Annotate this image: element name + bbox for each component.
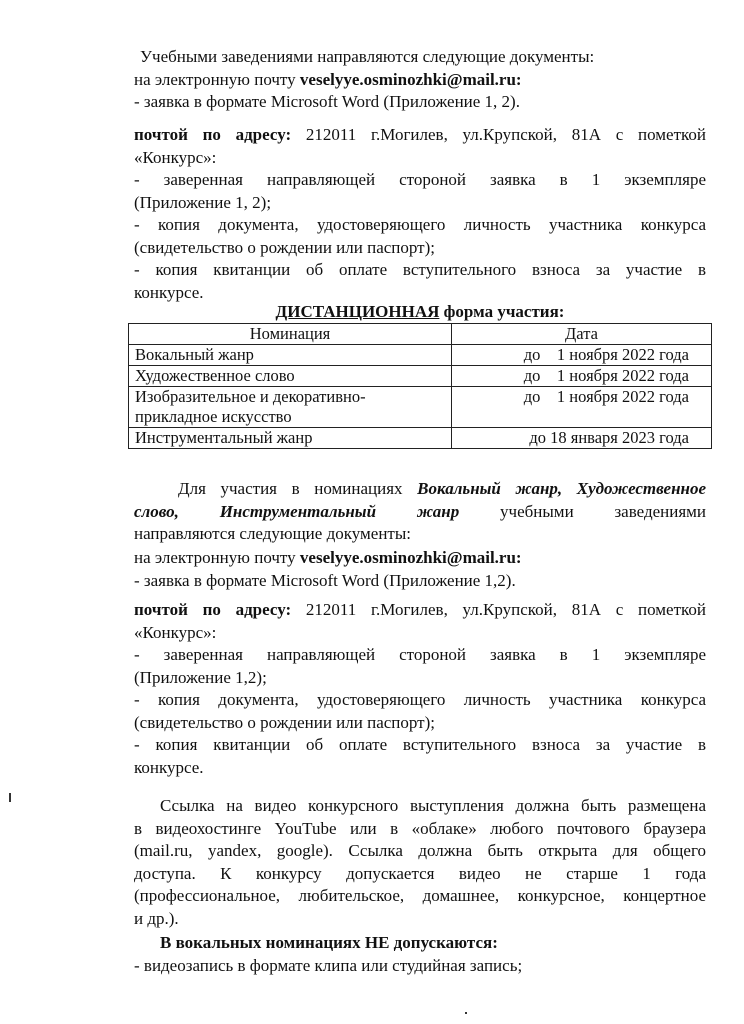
post-address-note: «Конкурс»: <box>134 147 217 167</box>
table-caption: ДИСТАНЦИОННАЯ форма участия: <box>275 302 565 321</box>
list-item-cont: конкурсе. <box>134 282 204 302</box>
cell-date: до 18 января 2023 года <box>452 428 712 449</box>
scan-mark <box>9 793 11 802</box>
email-address: veselyye.osminozhki@mail.ru: <box>299 548 522 567</box>
list-item: - видеозапись в формате клипа или студийная запись; <box>134 955 523 975</box>
section-2-post <box>134 599 706 779</box>
email-line: на электронную почту veselyye.osminozhki@mail.ru: <box>134 548 522 567</box>
list-item: - заверенная направляющей стороной заявка в 1 экземпляре <box>134 645 706 664</box>
cell-nomination: Вокальный жанр <box>129 345 452 366</box>
header-nomination: Номинация <box>129 324 452 345</box>
scan-mark <box>465 1012 467 1014</box>
section-2-email <box>134 547 706 592</box>
list-item: - копия документа, удостоверяющего личность участника конкурса <box>134 215 706 234</box>
cell-nomination: Изобразительное и декоративно- прикладное искусство <box>129 387 452 428</box>
post-label: почтой по адресу: <box>134 125 292 144</box>
cell-date: до 1 ноября 2022 года <box>452 366 712 387</box>
list-item-cont: конкурсе. <box>134 757 204 777</box>
intro-text: Учебными заведениями направляются следующие документы: <box>140 47 595 66</box>
list-item-cont: (Приложение 1, 2); <box>134 192 272 212</box>
section-heading: В вокальных номинациях НЕ допускаются: <box>160 933 498 952</box>
table-row <box>129 428 712 449</box>
list-item: - копия квитанции об оплате вступительного взноса за участие в <box>134 260 706 279</box>
list-item-cont: (свидетельство о рождении или паспорт); <box>134 712 435 732</box>
section-2-intro: Для участия в номинациях Вокальный жанр, Художественное слово, Инструментальный жанр учебными заведениями направляются следующие документы: <box>134 479 707 543</box>
cell-date: до 1 ноября 2022 года <box>452 345 712 366</box>
section-3-video-link: Ссылка на видео конкурсного выступления должна быть размещена в видеохостинге YouTube или в «облаке» любого почтового браузера (mail.ru, yandex, google). Ссылка должна быть открыта для общего доступа. К конкурсу допускается видео не старше 1 года (профессиональное, любительское, домашнее, конкурсное, концертное и др.). <box>134 796 706 928</box>
section-1-header <box>134 46 706 114</box>
list-item: - копия квитанции об оплате вступительного взноса за участие в <box>134 735 706 754</box>
table-header-row <box>129 324 712 345</box>
table-row <box>129 366 712 387</box>
cell-date: до 1 ноября 2022 года <box>452 387 712 428</box>
post-address-note: «Конкурс»: <box>134 622 217 642</box>
section-1-post <box>134 124 706 304</box>
nominations-table <box>128 323 712 449</box>
email-line: на электронную почту veselyye.osminozhki@mail.ru: <box>134 69 522 89</box>
list-item: - заверенная направляющей стороной заявка в 1 экземпляре <box>134 170 706 189</box>
table-row <box>129 387 712 428</box>
email-item: - заявка в формате Microsoft Word (Приложение 1, 2). <box>134 92 520 111</box>
email-address: veselyye.osminozhki@mail.ru: <box>299 69 522 89</box>
section-4-vocal <box>134 932 706 977</box>
post-line: почтой по адресу: 212011 г.Могилев, ул.Крупской, 81А с пометкой <box>134 600 706 619</box>
header-date: Дата <box>452 324 712 345</box>
table-row <box>129 345 712 366</box>
list-item: - копия документа, удостоверяющего личность участника конкурса <box>134 690 706 709</box>
cell-nomination: Инструментальный жанр <box>129 428 452 449</box>
post-label: почтой по адресу: <box>134 600 292 619</box>
email-item: - заявка в формате Microsoft Word (Приложение 1,2). <box>134 570 516 590</box>
post-line: почтой по адресу: 212011 г.Могилев, ул.Крупской, 81А с пометкой <box>134 125 706 144</box>
list-item-cont: (свидетельство о рождении или паспорт); <box>134 237 435 257</box>
cell-nomination: Художественное слово <box>129 366 452 387</box>
list-item-cont: (Приложение 1,2); <box>134 667 267 687</box>
